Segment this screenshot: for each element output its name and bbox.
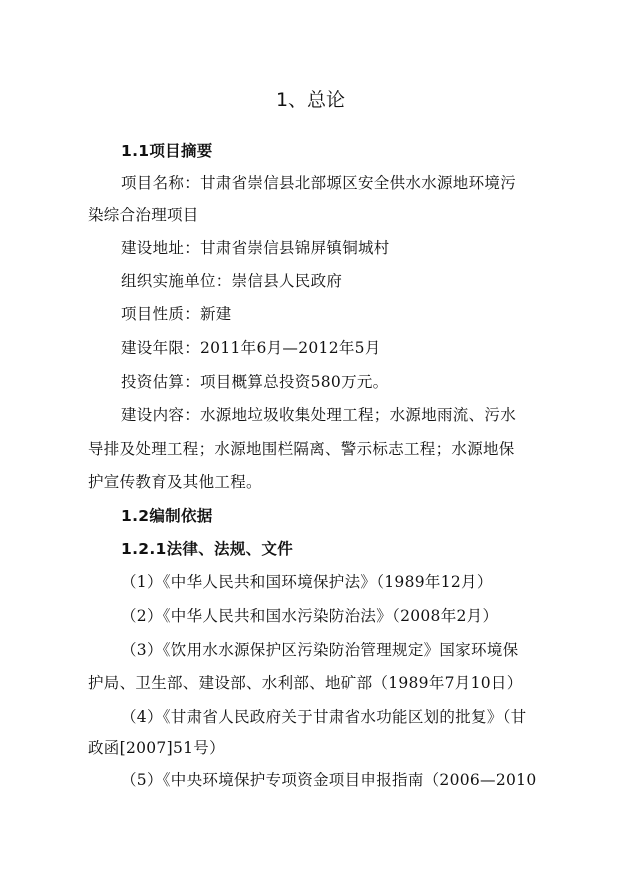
law-item-5-line-1: （5）《中央环境保护专项资金项目申报指南（2006—2010 [121, 771, 537, 789]
law-item-3-line-1: （3）《饮用水水源保护区污染防治管理规定》国家环境保 [121, 641, 519, 659]
construction-period: 建设年限：2011年6月—2012年5月 [121, 339, 381, 357]
law-item-3-line-2: 护局、卫生部、建设部、水利部、地矿部（1989年7月10日） [88, 674, 523, 692]
law-item-1: （1）《中华人民共和国环境保护法》（1989年12月） [121, 573, 493, 591]
section-heading-1-2-1: 1.2.1法律、法规、文件 [121, 540, 294, 558]
construction-content-line-3: 护宣传教育及其他工程。 [88, 473, 262, 491]
section-heading-1-1: 1.1项目摘要 [121, 142, 213, 160]
project-name-line-1: 项目名称：甘肃省崇信县北部塬区安全供水水源地环境污 [121, 174, 517, 192]
project-site: 建设地址：甘肃省崇信县锦屏镇铜城村 [121, 239, 390, 257]
law-item-4-line-2: 政函[2007]51号） [88, 739, 225, 757]
implementing-unit: 组织实施单位：崇信县人民政府 [121, 272, 343, 290]
page-title: 1、总论 [275, 89, 346, 111]
project-nature: 项目性质：新建 [121, 305, 232, 323]
project-name-line-2: 染综合治理项目 [88, 206, 199, 224]
construction-content-line-2: 导排及处理工程；水源地围栏隔离、警示标志工程；水源地保 [88, 440, 515, 458]
law-item-2: （2）《中华人民共和国水污染防治法》（2008年2月） [121, 607, 499, 625]
investment-estimate: 投资估算：项目概算总投资580万元。 [121, 373, 389, 391]
construction-content-line-1: 建设内容：水源地垃圾收集处理工程；水源地雨流、污水 [121, 406, 517, 424]
section-heading-1-2: 1.2编制依据 [121, 507, 213, 525]
law-item-4-line-1: （4）《甘肃省人民政府关于甘肃省水功能区划的批复》（甘 [121, 708, 527, 726]
